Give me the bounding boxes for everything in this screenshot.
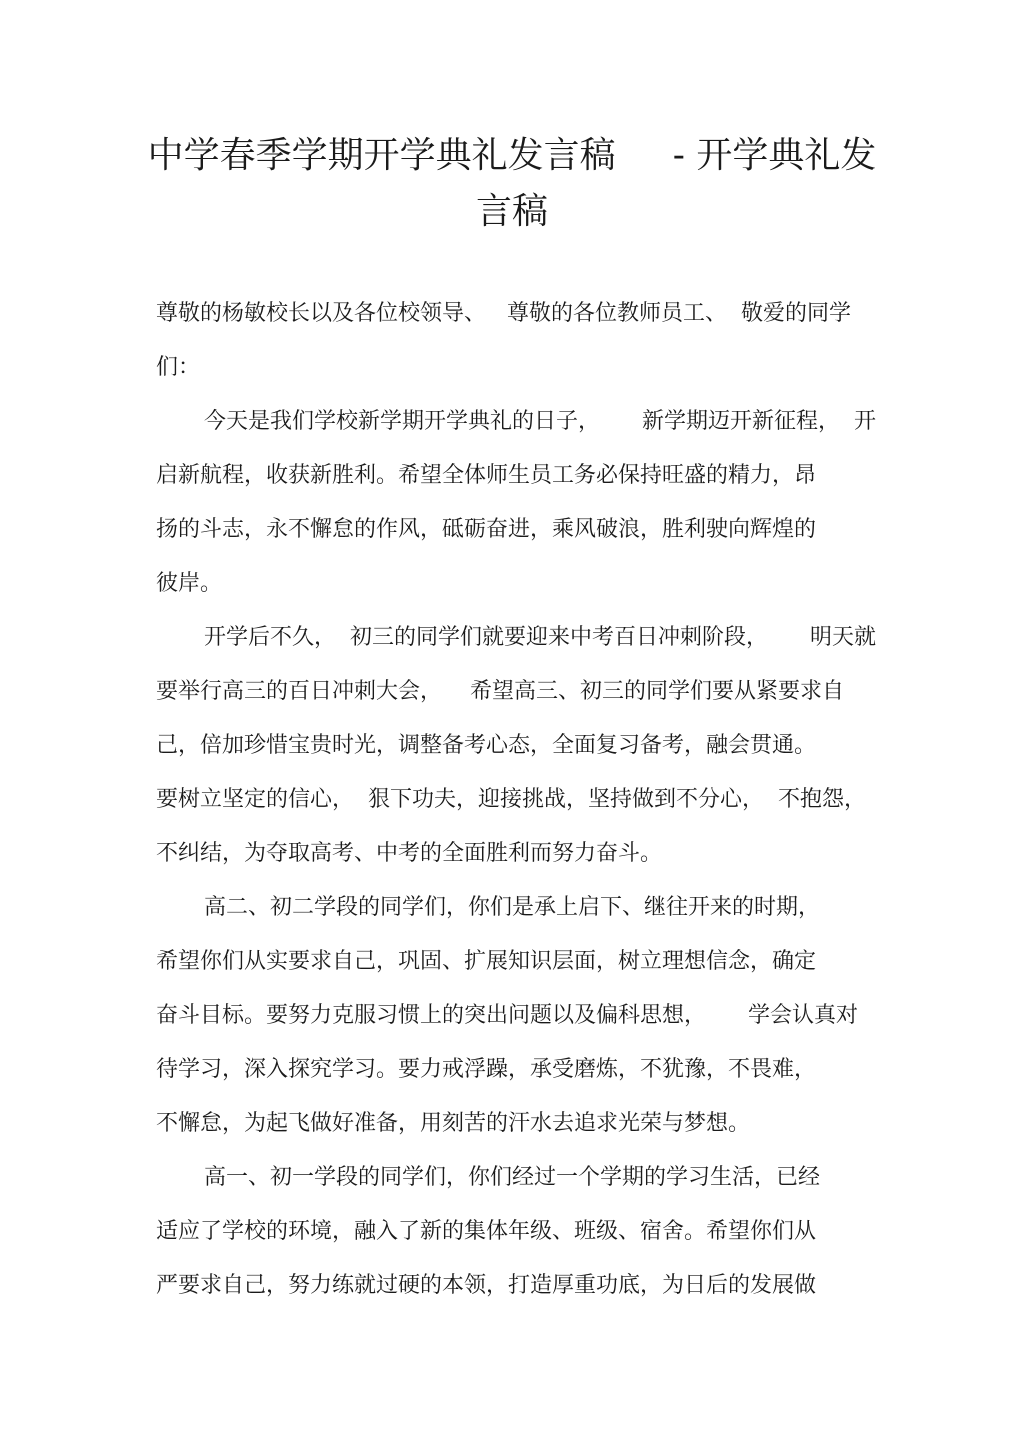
text-line: 严要求自己，努力练就过硬的本领，打造厚重功底，为日后的发展做 (156, 1273, 817, 1298)
document-body (156, 292, 876, 1318)
text-line: 奋斗目标。要努力克服习惯上的突出问题以及偏科思想， 学会认真对 (156, 1003, 858, 1028)
text-line: 己，倍加珍惜宝贵时光，调整备考心态，全面复习备考，融会贯通。 (156, 733, 817, 758)
text-line: 尊敬的杨敏校长以及各位校领导、 尊敬的各位教师员工、 敬爱的同学 (156, 301, 851, 326)
paragraph-opening (156, 400, 876, 616)
text-line: 们： (156, 355, 201, 380)
text-line: 待学习，深入探究学习。要力戒浮躁，承受磨炼，不犹豫，不畏难， (156, 1057, 817, 1082)
text-line: 希望你们从实要求自己，巩固、扩展知识层面，树立理想信念，确定 (156, 949, 817, 974)
text-line: 不懈怠，为起飞做好准备，用刻苦的汗水去追求光荣与梦想。 (156, 1111, 751, 1136)
title-line: 中学春季学期开学典礼发言稿 - 开学典礼发 (147, 135, 877, 176)
text-line: 高一、初一学段的同学们，你们经过一个学期的学习生活，已经 (204, 1165, 821, 1190)
text-line: 彼岸。 (156, 571, 223, 596)
title-line: 言稿 (475, 191, 548, 232)
text-line: 开学后不久， 初三的同学们就要迎来中考百日冲刺阶段， 明天就 (204, 625, 876, 650)
text-line: 要树立坚定的信心， 狠下功夫，迎接挑战，坚持做到不分心， 不抱怨， (156, 787, 866, 812)
text-line: 扬的斗志，永不懈怠的作风，砥砺奋进，乘风破浪，胜利驶向辉煌的 (156, 517, 817, 542)
text-line: 高二、初二学段的同学们，你们是承上启下、继往开来的时期， (204, 895, 821, 920)
text-line: 不纠结，为夺取高考、中考的全面胜利而努力奋斗。 (156, 841, 663, 866)
paragraph-greeting (156, 292, 876, 400)
text-line: 适应了学校的环境，融入了新的集体年级、班级、宿舍。希望你们从 (156, 1219, 817, 1244)
text-line: 今天是我们学校新学期开学典礼的日子， 新学期迈开新征程， 开 (204, 409, 876, 434)
document-title (100, 128, 924, 240)
text-line: 启新航程，收获新胜利。希望全体师生员工务必保持旺盛的精力，昂 (156, 463, 817, 488)
text-line: 要举行高三的百日冲刺大会， 希望高三、初三的同学们要从紧要求自 (156, 679, 844, 704)
paragraph-senior-grades (156, 616, 876, 886)
paragraph-first-grades (156, 1156, 876, 1318)
paragraph-second-grades (156, 886, 876, 1156)
